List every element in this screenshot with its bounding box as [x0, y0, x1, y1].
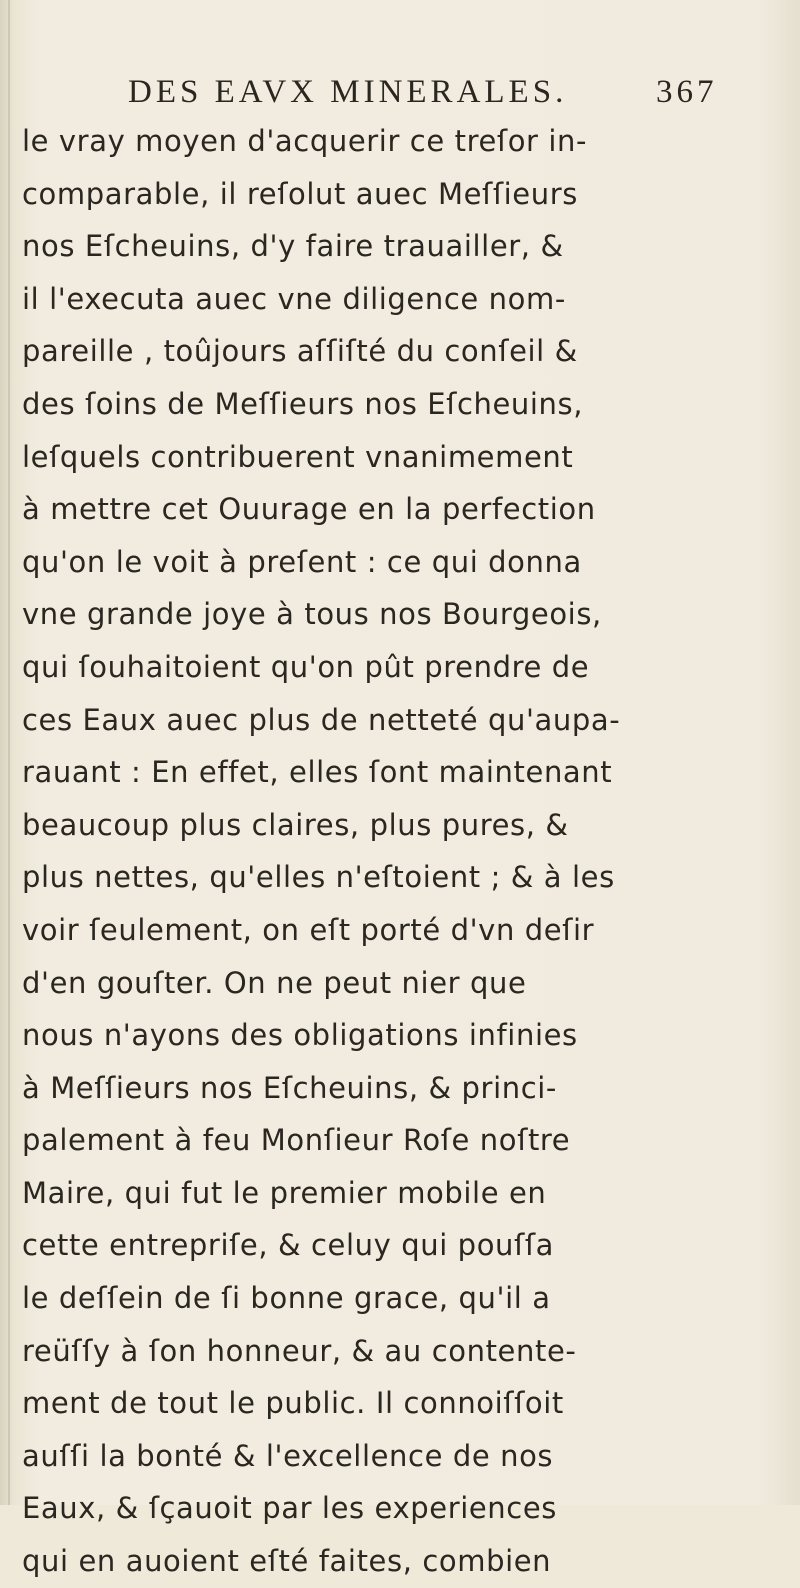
running-head [128, 74, 728, 114]
text-line: qui ſouhaitoient qu'on pût prendre de [22, 649, 590, 684]
text-line: palement à feu Monſieur Roſe noſtre [22, 1123, 571, 1158]
text-line: à Meſſieurs nos Eſcheuins, & princi- [22, 1070, 557, 1105]
text-line: rauant : En effet, elles ſont maintenant [22, 755, 613, 790]
text-line: comparable, il reſolut auec Meſſieurs [22, 176, 578, 211]
text-line: cette entrepriſe, & celuy qui pouſſa [22, 1228, 555, 1263]
text-line: qu'on le voit à preſent : ce qui donna [22, 544, 582, 579]
text-line: nos Eſcheuins, d'y faire trauailler, & [22, 229, 564, 264]
text-line: pareille , toûjours aſſiſté du conſeil & [22, 334, 578, 369]
page-gutter [8, 0, 10, 1505]
text-line: le vray moyen d'acquerir ce treſor in- [22, 124, 588, 158]
text-line: leſquels contribuerent vnanimement [22, 439, 574, 474]
text-line: Eaux, & ſçauoit par les experiences [22, 1491, 557, 1526]
text-line: voir ſeulement, on eſt porté d'vn deſir [22, 912, 595, 947]
text-line: plus nettes, qu'elles n'eſtoient ; & à les [22, 860, 615, 895]
text-line: des ſoins de Meſſieurs nos Eſcheuins, [22, 386, 584, 421]
text-line: il l'executa auec vne diligence nom- [22, 281, 566, 316]
text-line: beaucoup plus claires, plus pures, & [22, 807, 569, 842]
text-line: reüſſy à ſon honneur, & au contente- [22, 1333, 577, 1368]
text-line: à mettre cet Ouurage en la perfection [22, 492, 596, 527]
text-line: le deſſein de ſi bonne grace, qu'il a [22, 1281, 551, 1316]
text-line: Maire, qui fut le premier mobile en [22, 1175, 547, 1210]
running-head-title: DES EAVX MINERALES. [128, 74, 568, 110]
text-line: qui en auoient eſté faites, combien [22, 1544, 552, 1579]
text-line: vne grande joye à tous nos Bourgeois, [22, 597, 602, 632]
text-line: ment de tout le public. Il connoiſſoit [22, 1386, 564, 1421]
text-line: auſſi la bonté & l'excellence de nos [22, 1438, 554, 1473]
text-line: nous n'ayons des obligations infinies [22, 1018, 578, 1053]
text-line: ces Eaux auec plus de netteté qu'aupa- [22, 702, 621, 737]
page-number: 367 [656, 74, 718, 110]
text-line: d'en gouſter. On ne peut nier que [22, 965, 527, 1000]
body-text [22, 115, 722, 1588]
